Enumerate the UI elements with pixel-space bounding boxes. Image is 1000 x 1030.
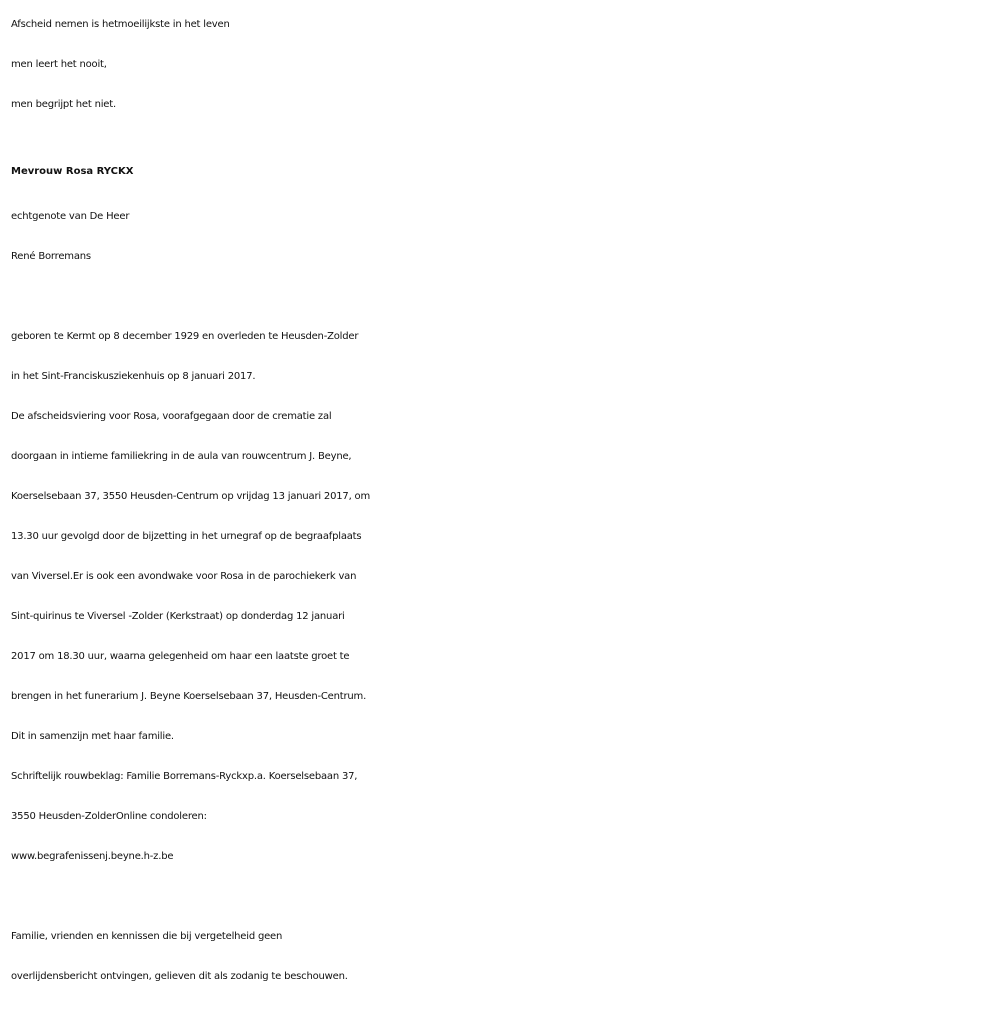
- relation-line: René Borremans: [11, 251, 91, 262]
- body-line: De afscheidsviering voor Rosa, voorafgegaan door de crematie zal: [11, 411, 332, 422]
- body-line: van Viversel.Er is ook een avondwake voor Rosa in de parochiekerk van: [11, 571, 357, 582]
- body-line: 3550 Heusden-ZolderOnline condoleren:: [11, 811, 207, 822]
- body-line: brengen in het funerarium J. Beyne Koerselsebaan 37, Heusden-Centrum.: [11, 691, 367, 702]
- poem-line: Afscheid nemen is hetmoeilijkste in het leven: [11, 19, 230, 30]
- body-line: Koerselsebaan 37, 3550 Heusden-Centrum op vrijdag 13 januari 2017, om: [11, 491, 370, 502]
- poem-line: men leert het nooit,: [11, 59, 107, 70]
- spacer: [11, 277, 996, 317]
- closing-line: Familie, vrienden en kennissen die bij vergetelheid geen: [11, 931, 283, 942]
- condolence-url: www.begrafenissenj.beyne.h-z.be: [11, 851, 174, 862]
- closing-note: [11, 917, 996, 997]
- closing-line: overlijdensbericht ontvingen, gelieven dit als zodanig te beschouwen.: [11, 971, 348, 982]
- body-line: geboren te Kermt op 8 december 1929 en overleden te Heusden-Zolder: [11, 331, 359, 342]
- body-line: in het Sint-Franciskusziekenhuis op 8 januari 2017.: [11, 371, 256, 382]
- poem: [11, 5, 996, 125]
- obituary-notice: [11, 0, 996, 997]
- spacer: [11, 877, 996, 917]
- notice-body: [11, 317, 996, 877]
- body-line: 2017 om 18.30 uur, waarna gelegenheid om haar een laatste groet te: [11, 651, 350, 662]
- poem-line: men begrijpt het niet.: [11, 99, 116, 110]
- body-line: Schriftelijk rouwbeklag: Familie Borremans-Ryckxp.a. Koerselsebaan 37,: [11, 771, 358, 782]
- relation-line: echtgenote van De Heer: [11, 211, 130, 222]
- body-line: Sint-quirinus te Viversel -Zolder (Kerkstraat) op donderdag 12 januari: [11, 611, 345, 622]
- spouse-relation: [11, 197, 996, 277]
- body-line: doorgaan in intieme familiekring in de aula van rouwcentrum J. Beyne,: [11, 451, 352, 462]
- body-line: 13.30 uur gevolgd door de bijzetting in het urnegraf op de begraafplaats: [11, 531, 362, 542]
- body-line: Dit in samenzijn met haar familie.: [11, 731, 174, 742]
- deceased-name: Mevrouw Rosa RYCKX: [11, 166, 134, 177]
